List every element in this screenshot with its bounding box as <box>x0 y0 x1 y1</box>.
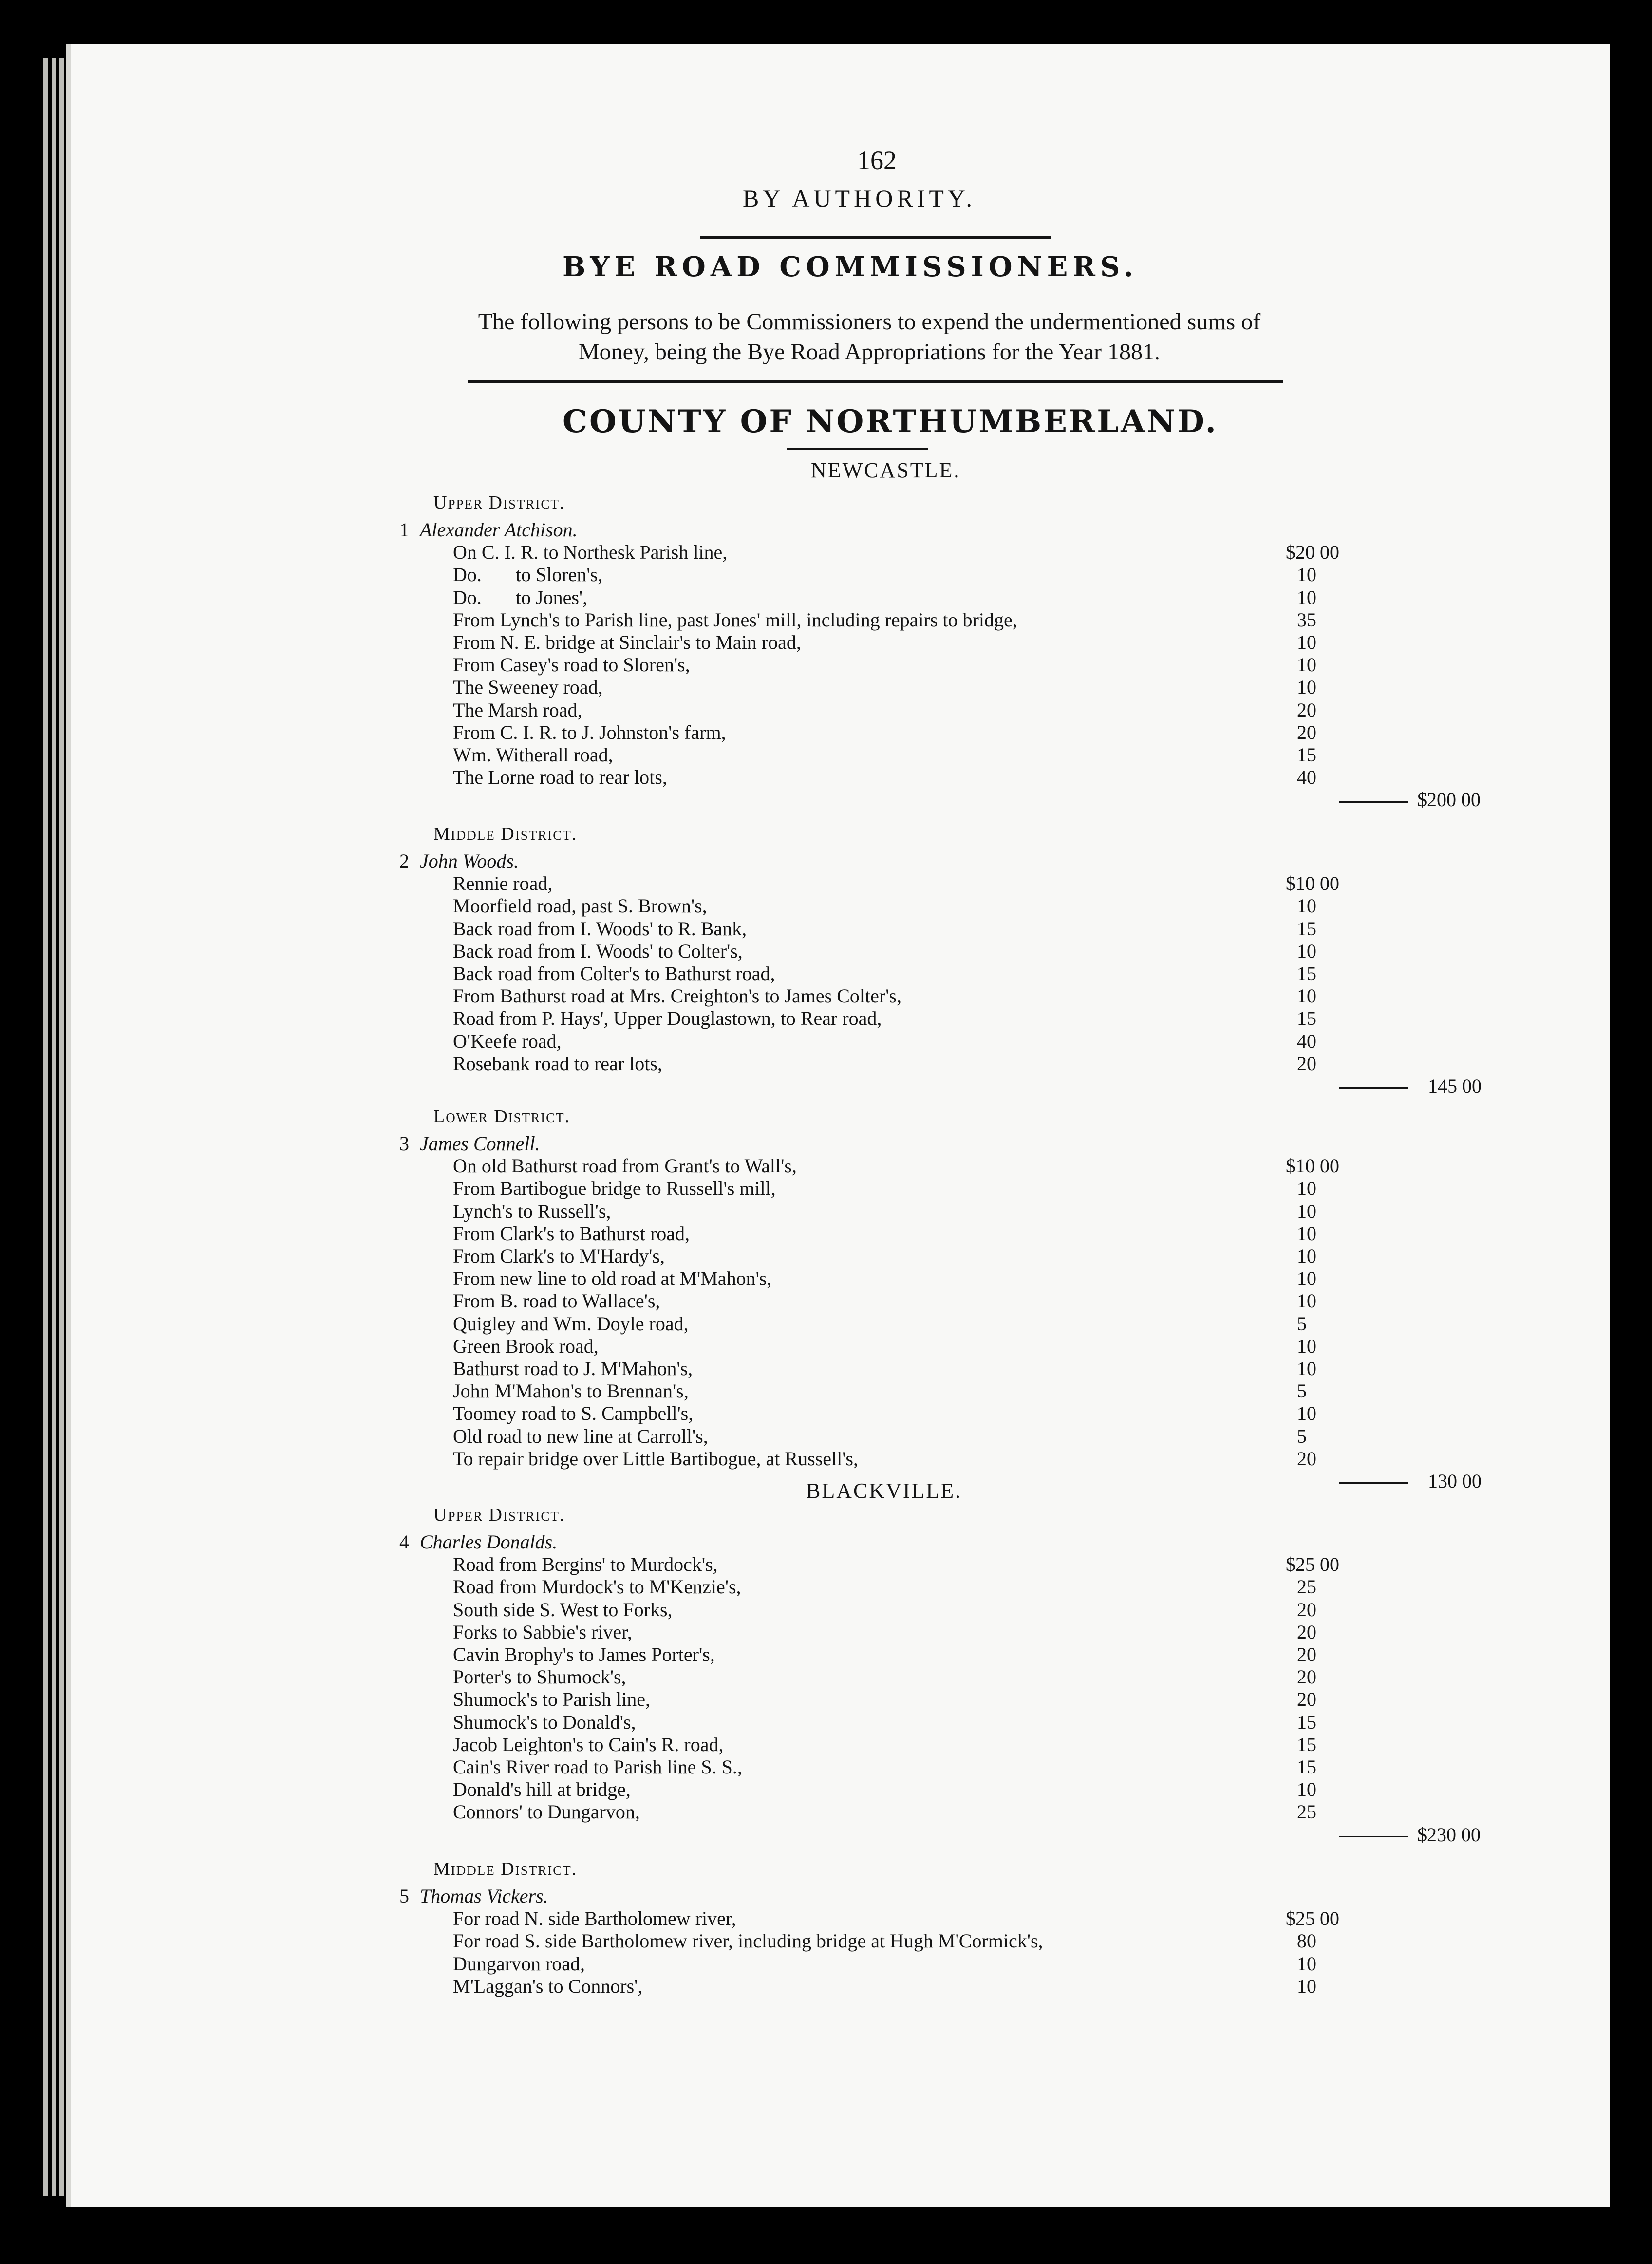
road-item: Shumock's to Donald's, <box>453 1711 636 1733</box>
road-amount: 25 <box>1297 1576 1316 1598</box>
commissioner-line <box>399 1885 548 1907</box>
book-edge <box>52 58 56 2196</box>
road-item: Old road to new line at Carroll's, <box>453 1425 708 1447</box>
road-amount: 20 <box>1297 698 1316 721</box>
total-rule <box>1339 801 1408 803</box>
road-item: Lynch's to Russell's, <box>453 1200 611 1222</box>
commissioner-name: Alexander Atchison. <box>420 519 578 541</box>
road-amount: 20 <box>1297 1666 1316 1688</box>
road-amount: 25 <box>1297 1801 1316 1823</box>
road-amount: 20 <box>1297 1688 1316 1711</box>
road-item: Bathurst road to J. M'Mahon's, <box>453 1358 693 1379</box>
district-upper: Upper District. <box>433 492 565 513</box>
road-item: Porter's to Shumock's, <box>453 1666 626 1688</box>
road-amount: $10 00 <box>1286 872 1339 895</box>
rule-small <box>787 448 928 450</box>
road-item: From Lynch's to Parish line, past Jones' mill, including repairs to bridge, <box>453 608 1017 631</box>
section-number: 5 <box>399 1885 409 1907</box>
road-amount: 35 <box>1297 608 1316 631</box>
road-item: From Casey's road to Sloren's, <box>453 654 690 676</box>
road-amount: 10 <box>1297 1222 1316 1245</box>
road-item: From new line to old road at M'Mahon's, <box>453 1267 772 1290</box>
road-item: Back road from I. Woods' to Colter's, <box>453 940 743 962</box>
road-amount: 15 <box>1297 1711 1316 1733</box>
road-item: Forks to Sabbie's river, <box>453 1621 632 1643</box>
road-amount: 10 <box>1297 895 1316 917</box>
road-item: Do. to Sloren's, <box>453 564 603 586</box>
road-amount: 15 <box>1297 1007 1316 1030</box>
section-total <box>1339 1470 1482 1492</box>
road-item: Jacob Leighton's to Cain's R. road, <box>453 1733 724 1755</box>
commissioner-name: Charles Donalds. <box>420 1531 558 1553</box>
road-item: For road N. side Bartholomew river, <box>453 1907 736 1930</box>
district-middle: Middle District. <box>433 824 578 844</box>
road-item: From Bathurst road at Mrs. Creighton's to James Colter's, <box>453 985 901 1007</box>
road-amount: 20 <box>1297 721 1316 743</box>
road-amount: 15 <box>1297 1733 1316 1755</box>
road-item: Quigley and Wm. Doyle road, <box>453 1312 689 1335</box>
total-amount: $200 00 <box>1417 789 1481 811</box>
rule-long <box>468 380 1283 383</box>
road-item: Donald's hill at bridge, <box>453 1778 631 1801</box>
road-amount: 10 <box>1297 676 1316 698</box>
road-amount: 10 <box>1297 1245 1316 1267</box>
road-item: Back road from I. Woods' to R. Bank, <box>453 917 747 940</box>
road-amount: 15 <box>1297 1756 1316 1778</box>
road-amount: 10 <box>1297 1778 1316 1801</box>
road-amount: $25 00 <box>1286 1553 1339 1576</box>
intro-text <box>363 307 1376 367</box>
road-item: O'Keefe road, <box>453 1030 562 1052</box>
road-item: Rosebank road to rear lots, <box>453 1052 662 1075</box>
book-edge <box>59 58 64 2196</box>
road-amount: 15 <box>1297 744 1316 766</box>
section-number: 2 <box>399 850 409 872</box>
road-item: Dungarvon road, <box>453 1952 585 1975</box>
section-total <box>1339 1075 1482 1097</box>
section-number: 1 <box>399 519 409 541</box>
road-amount: 10 <box>1297 1177 1316 1200</box>
road-item: For road S. side Bartholomew river, including bridge at Hugh M'Cormick's, <box>453 1930 1043 1952</box>
road-amount: 10 <box>1297 586 1316 608</box>
total-amount: $230 00 <box>1417 1823 1481 1846</box>
road-amount: $20 00 <box>1286 541 1339 564</box>
road-item: Do. to Jones', <box>453 586 588 608</box>
road-item: Cavin Brophy's to James Porter's, <box>453 1643 715 1665</box>
road-item: M'Laggan's to Connors', <box>453 1975 643 1997</box>
county-heading: COUNTY OF NORTHUMBERLAND. <box>563 403 1218 440</box>
road-item: Toomey road to S. Campbell's, <box>453 1402 694 1425</box>
road-amount: 5 <box>1297 1380 1307 1402</box>
road-amount: 20 <box>1297 1598 1316 1621</box>
road-amount: 20 <box>1297 1447 1316 1470</box>
total-amount: 130 00 <box>1428 1470 1482 1492</box>
road-amount: 10 <box>1297 1952 1316 1975</box>
road-item: From Bartibogue bridge to Russell's mill, <box>453 1177 776 1200</box>
section-number: 4 <box>399 1531 409 1553</box>
road-item: On C. I. R. to Northesk Parish line, <box>453 541 728 564</box>
road-item: The Marsh road, <box>453 698 582 721</box>
district-upper: Upper District. <box>433 1505 565 1525</box>
road-item: Shumock's to Parish line, <box>453 1688 650 1711</box>
road-amount: 40 <box>1297 1030 1316 1052</box>
road-amount: $25 00 <box>1286 1907 1339 1930</box>
road-item: The Sweeney road, <box>453 676 603 698</box>
section-number: 3 <box>399 1132 409 1154</box>
parish-newcastle: NEWCASTLE. <box>811 458 961 482</box>
commissioner-line <box>399 850 519 872</box>
road-item: Moorfield road, past S. Brown's, <box>453 895 707 917</box>
road-amount: 10 <box>1297 940 1316 962</box>
commissioner-line <box>399 1132 540 1155</box>
parish-blackville: BLACKVILLE. <box>806 1479 962 1503</box>
road-item: John M'Mahon's to Brennan's, <box>453 1380 689 1402</box>
district-lower: Lower District. <box>433 1106 571 1127</box>
road-amount: 10 <box>1297 564 1316 586</box>
road-item: From N. E. bridge at Sinclair's to Main road, <box>453 631 801 653</box>
road-amount: 20 <box>1297 1643 1316 1665</box>
road-item: From Clark's to M'Hardy's, <box>453 1245 665 1267</box>
road-item: Road from P. Hays', Upper Douglastown, to Rear road, <box>453 1007 882 1030</box>
road-item: From C. I. R. to J. Johnston's farm, <box>453 721 726 743</box>
road-amount: 10 <box>1297 631 1316 653</box>
road-item: From Clark's to Bathurst road, <box>453 1222 690 1245</box>
road-amount: 10 <box>1297 654 1316 676</box>
road-item: On old Bathurst road from Grant's to Wall's, <box>453 1155 797 1177</box>
district-middle: Middle District. <box>433 1859 578 1879</box>
intro-line-1: The following persons to be Commissioners to expend the undermentioned sums of <box>478 309 1261 335</box>
road-item: Green Brook road, <box>453 1335 599 1357</box>
commissioner-name: Thomas Vickers. <box>420 1885 548 1907</box>
road-amount: 15 <box>1297 962 1316 984</box>
page-number: 162 <box>857 146 897 175</box>
road-item: Back road from Colter's to Bathurst road, <box>453 962 775 984</box>
road-item: From B. road to Wallace's, <box>453 1290 660 1312</box>
road-amount: $10 00 <box>1286 1155 1339 1177</box>
total-amount: 145 00 <box>1428 1075 1482 1097</box>
road-item: Rennie road, <box>453 872 553 895</box>
road-amount: 5 <box>1297 1425 1307 1447</box>
intro-line-2: Money, being the Bye Road Appropriations for the Year 1881. <box>578 339 1161 365</box>
road-amount: 5 <box>1297 1312 1307 1335</box>
rule-short <box>700 236 1051 239</box>
book-edge <box>43 58 48 2196</box>
road-amount: 10 <box>1297 1290 1316 1312</box>
road-amount: 10 <box>1297 1335 1316 1357</box>
commissioner-name: John Woods. <box>420 850 519 872</box>
road-amount: 10 <box>1297 1358 1316 1379</box>
section-total <box>1339 1824 1481 1846</box>
road-item: Wm. Witherall road, <box>453 744 613 766</box>
road-amount: 40 <box>1297 766 1316 789</box>
road-item: Connors' to Dungarvon, <box>453 1801 640 1823</box>
document-page <box>66 44 1610 2207</box>
commissioner-line <box>399 519 578 541</box>
road-amount: 20 <box>1297 1052 1316 1075</box>
road-amount: 20 <box>1297 1621 1316 1643</box>
road-item: South side S. West to Forks, <box>453 1598 673 1621</box>
section-total <box>1339 789 1481 811</box>
road-item: To repair bridge over Little Bartibogue, at Russell's, <box>453 1447 858 1470</box>
total-rule <box>1339 1482 1408 1484</box>
road-amount: 10 <box>1297 1975 1316 1997</box>
road-item: The Lorne road to rear lots, <box>453 766 667 789</box>
road-item: Road from Murdock's to M'Kenzie's, <box>453 1576 741 1598</box>
road-item: Cain's River road to Parish line S. S., <box>453 1756 742 1778</box>
road-amount: 15 <box>1297 917 1316 940</box>
by-authority: BY AUTHORITY. <box>743 185 976 212</box>
road-amount: 10 <box>1297 985 1316 1007</box>
road-amount: 80 <box>1297 1930 1316 1952</box>
heading: BYE ROAD COMMISSIONERS. <box>563 251 1138 283</box>
road-item: Road from Bergins' to Murdock's, <box>453 1553 718 1576</box>
total-rule <box>1339 1087 1408 1089</box>
commissioner-line <box>399 1531 557 1553</box>
commissioner-name: James Connell. <box>420 1132 540 1154</box>
total-rule <box>1339 1836 1408 1837</box>
road-amount: 10 <box>1297 1200 1316 1222</box>
road-amount: 10 <box>1297 1402 1316 1425</box>
road-amount: 10 <box>1297 1267 1316 1290</box>
